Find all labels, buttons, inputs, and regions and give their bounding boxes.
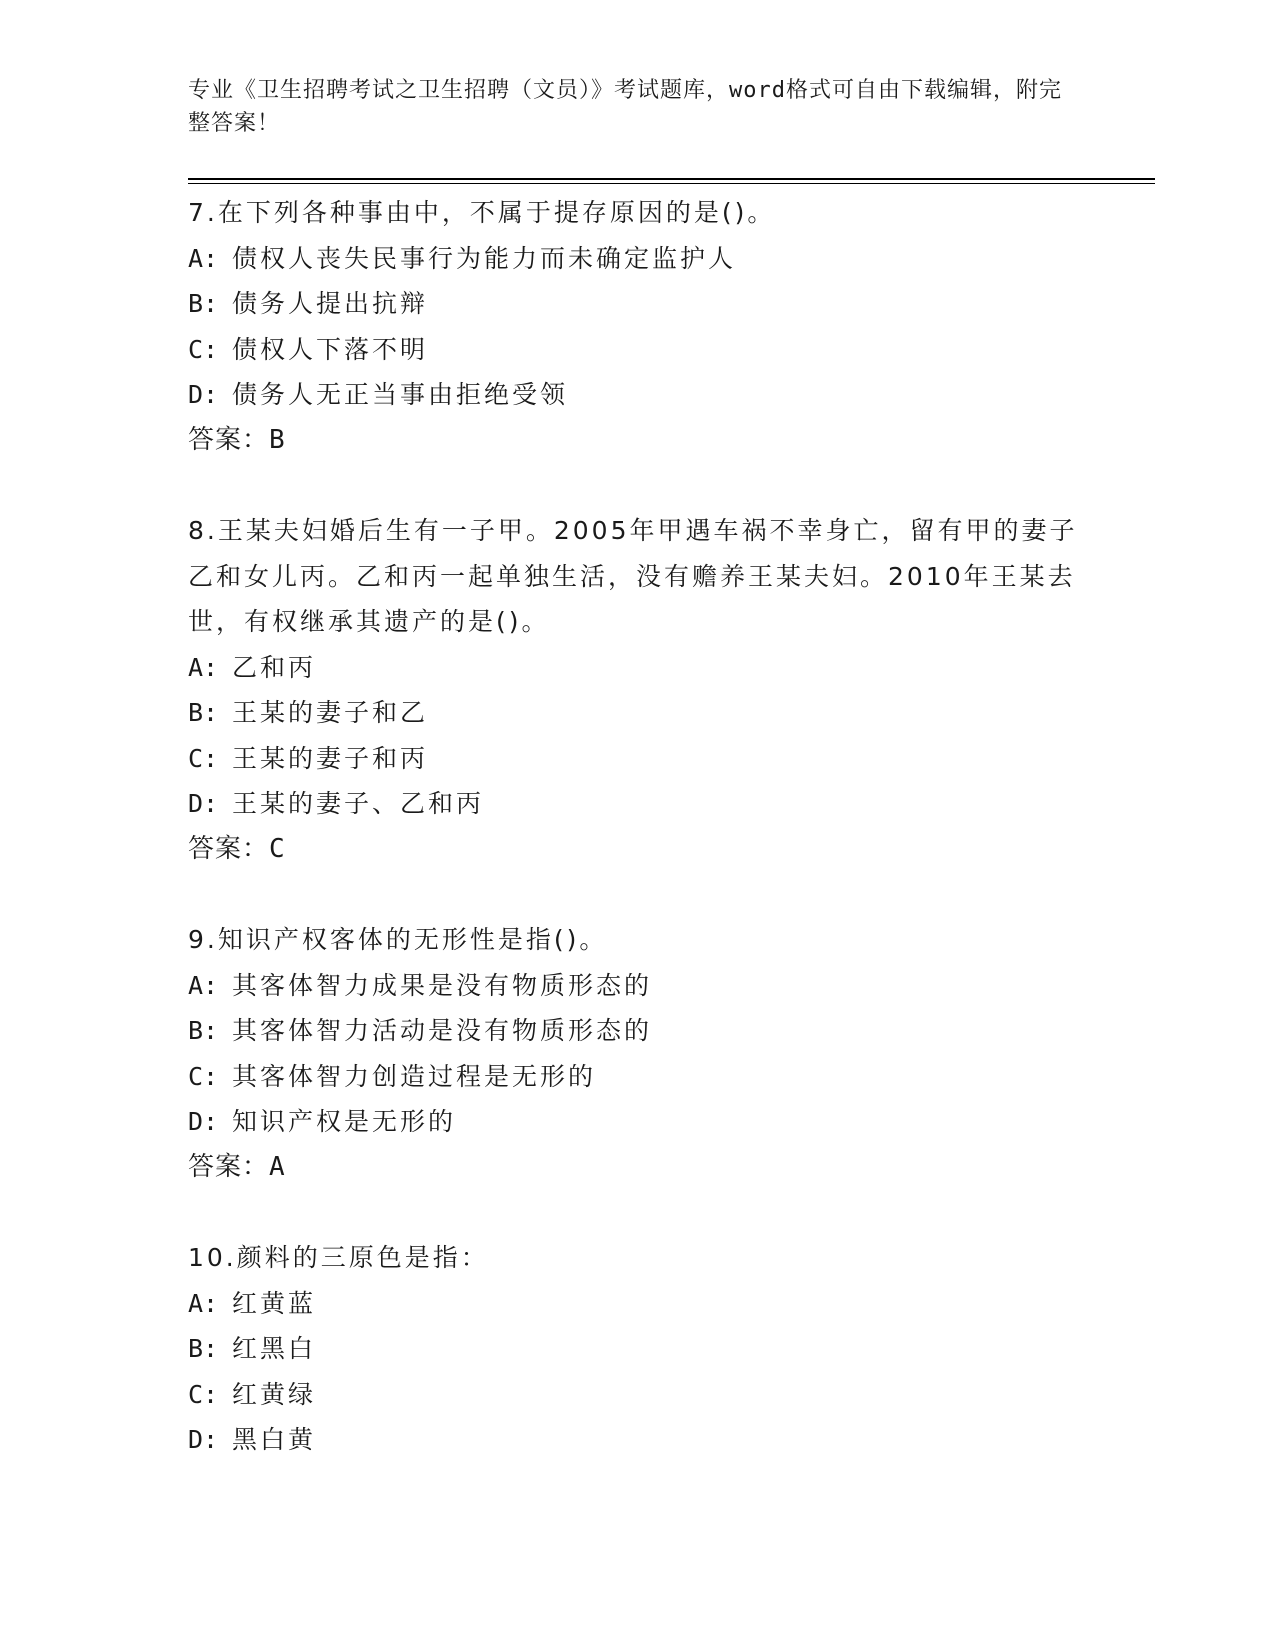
question-stem: 7.在下列各种事由中，不属于提存原因的是()。 (188, 198, 776, 227)
option-a (188, 645, 1078, 691)
option-text: 王某的妻子和丙 (232, 743, 429, 773)
question-stem: 8.王某夫妇婚后生有一子甲。2005年甲遇车祸不幸身亡，留有甲的妻子乙和女儿丙。乙和丙一起单独生活，没有赡养王某夫妇。2010年王某去世，有权继承其遗产的是()。 (188, 516, 1078, 636)
answer (188, 418, 1078, 464)
option-b (188, 281, 1078, 327)
question-list (188, 190, 1078, 1463)
option-letter: C: (188, 1379, 219, 1409)
option-letter: A: (188, 243, 219, 273)
option-letter: C: (188, 1061, 219, 1091)
question-7 (188, 190, 1078, 463)
option-d (188, 1099, 1078, 1145)
option-text: 知识产权是无形的 (232, 1107, 457, 1136)
answer (188, 827, 1078, 873)
option-b (188, 1326, 1078, 1372)
option-text: 债权人下落不明 (232, 334, 429, 364)
answer-value: A (269, 1151, 286, 1182)
option-c (188, 327, 1078, 373)
option-text: 其客体智力成果是没有物质形态的 (232, 970, 653, 1000)
option-c (188, 736, 1078, 782)
option-a (188, 1281, 1078, 1327)
answer (188, 1145, 1078, 1191)
option-text: 红黑白 (232, 1334, 317, 1363)
document-header: 专业《卫生招聘考试之卫生招聘（文员）》考试题库，word格式可自由下载编辑，附完整答案！ (188, 78, 1062, 136)
option-text: 王某的妻子和乙 (232, 698, 429, 727)
question-8 (188, 508, 1078, 872)
answer-label: 答案： (188, 424, 270, 455)
answer-value: B (269, 424, 286, 455)
option-a (188, 236, 1078, 282)
option-text: 其客体智力活动是没有物质形态的 (232, 1016, 653, 1045)
option-b (188, 690, 1078, 736)
option-c (188, 1372, 1078, 1418)
option-letter: C: (188, 743, 219, 773)
answer-label: 答案： (188, 833, 270, 864)
option-text: 债权人丧失民事行为能力而未确定监护人 (232, 243, 737, 273)
option-text: 红黄绿 (232, 1379, 317, 1409)
option-d (188, 1417, 1078, 1463)
option-letter: D: (188, 380, 219, 409)
option-d (188, 372, 1078, 418)
option-c (188, 1054, 1078, 1100)
option-letter: D: (188, 1107, 219, 1136)
option-letter: C: (188, 334, 219, 364)
option-text: 王某的妻子、乙和丙 (232, 789, 485, 818)
option-letter: A: (188, 970, 219, 1000)
option-letter: D: (188, 1425, 219, 1454)
answer-value: C (269, 833, 286, 864)
option-letter: B: (188, 698, 219, 727)
question-stem: 9.知识产权客体的无形性是指()。 (188, 925, 608, 954)
option-letter: A: (188, 1288, 219, 1318)
answer-label: 答案： (188, 1151, 270, 1182)
option-letter: B: (188, 1334, 219, 1363)
option-text: 债务人无正当事由拒绝受领 (232, 380, 569, 409)
option-d (188, 781, 1078, 827)
option-text: 黑白黄 (232, 1425, 317, 1454)
option-b (188, 1008, 1078, 1054)
option-text: 乙和丙 (232, 652, 317, 682)
option-letter: B: (188, 1016, 219, 1045)
header-rule-thick (188, 178, 1155, 180)
question-stem: 10.颜料的三原色是指： (188, 1243, 489, 1272)
header-rule-thin (188, 183, 1155, 184)
option-text: 红黄蓝 (232, 1288, 317, 1318)
option-letter: A: (188, 652, 219, 682)
option-letter: B: (188, 289, 219, 318)
question-9 (188, 917, 1078, 1190)
question-10 (188, 1235, 1078, 1463)
option-letter: D: (188, 789, 219, 818)
option-text: 债务人提出抗辩 (232, 289, 429, 318)
option-text: 其客体智力创造过程是无形的 (232, 1061, 597, 1091)
option-a (188, 963, 1078, 1009)
